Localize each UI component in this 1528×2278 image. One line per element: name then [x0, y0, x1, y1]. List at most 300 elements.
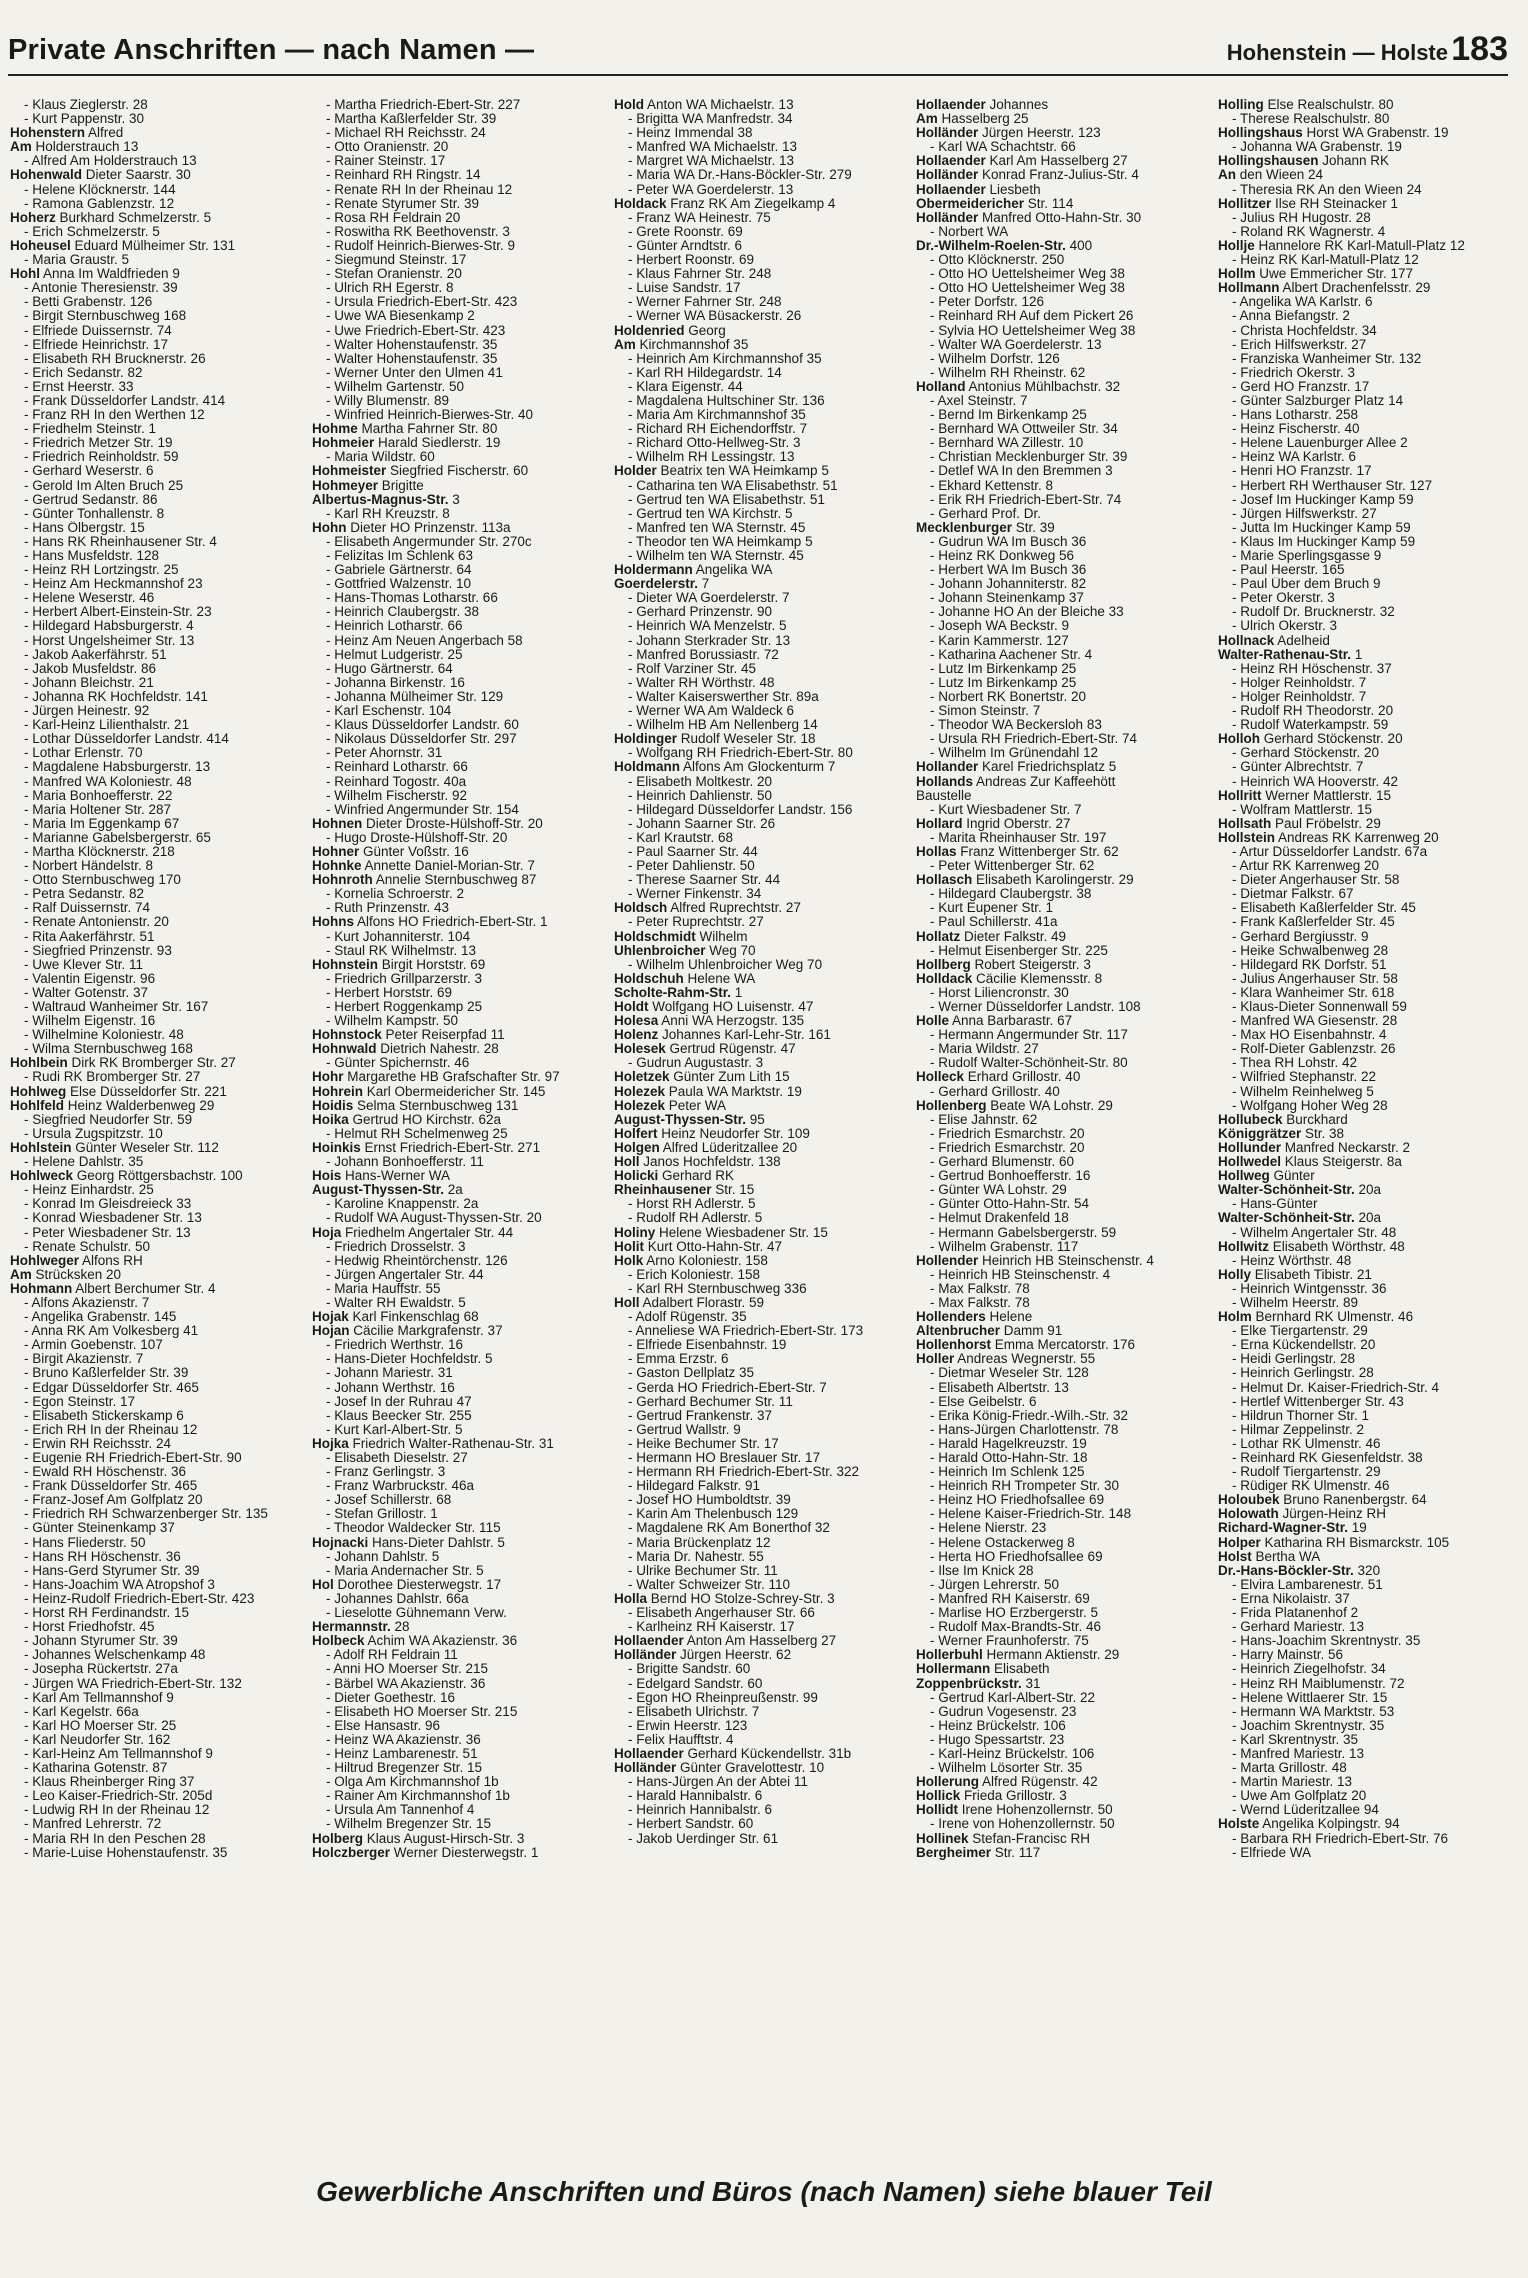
listing-entry: Hojnacki Hans-Dieter Dahlstr. 5: [312, 1535, 505, 1550]
listing-entry: - Heinrich Claubergstr. 38: [326, 605, 480, 620]
listing-entry: - Peter Okerstr. 3: [1232, 591, 1335, 606]
header-name-range: Hohenstein — Holste: [1226, 40, 1448, 65]
listing-entry: - Jakob Uerdinger Str. 61: [628, 1831, 779, 1846]
listing-entry: - Karl-Heinz Lilienthalstr. 21: [24, 718, 190, 733]
listing-entry: - Ursula Friedrich-Ebert-Str. 423: [326, 295, 518, 310]
listing-entry: - Martin Mariestr. 13: [1232, 1775, 1353, 1790]
listing-entry: Holling Else Realschulstr. 80: [1218, 98, 1394, 112]
listing-entry: Hollender Heinrich HB Steinschenstr. 4: [916, 1253, 1154, 1268]
listing-entry: - Rudolf WA August-Thyssen-Str. 20: [326, 1211, 542, 1226]
listing-entry: - Thea RH Lohstr. 42: [1232, 1056, 1358, 1071]
listing-entry: - Hermann Angermunder Str. 117: [930, 1028, 1128, 1043]
footer-note: Gewerbliche Anschriften und Büros (nach Namen) siehe blauer Teil: [316, 2176, 1212, 2207]
listing-entry: - Reinhard RH Auf dem Pickert 26: [930, 309, 1134, 324]
listing-entry: - Gerhard Mariestr. 13: [1232, 1620, 1365, 1635]
listing-entry: - Heinrich WA Hooverstr. 42: [1232, 774, 1399, 789]
listing-entry: Holle Anna Barbarastr. 67: [916, 1014, 1073, 1029]
listing-entry: - Friedhelm Steinstr. 1: [24, 422, 157, 437]
listing-entry: Hollaender Gerhard Kückendellstr. 31b: [614, 1746, 852, 1761]
listing-entry: - Gerold Im Alten Bruch 25: [24, 478, 184, 493]
listing-entry: - Harald Otto-Hahn-Str. 18: [930, 1451, 1088, 1465]
listing-entry: Hollingshausen Johann RK: [1218, 154, 1390, 169]
listing-entry: - Horst Liliencronstr. 30: [930, 985, 1069, 1000]
listing-entry: - Kornelia Schroerstr. 2: [326, 887, 465, 902]
listing-entry: - Elisabeth Moltkestr. 20: [628, 774, 773, 789]
listing-entry: - Günter Tonhallenstr. 8: [24, 506, 165, 521]
listing-entry: Hollingshaus Horst WA Grabenstr. 19: [1218, 126, 1449, 141]
listing-entry: - Hildrun Thorner Str. 1: [1232, 1408, 1370, 1423]
listing-entry: Holldack Cäcilie Klemensstr. 8: [916, 971, 1103, 986]
listing-entry: Hohns Alfons HO Friedrich-Ebert-Str. 1: [312, 915, 548, 930]
listing-entry: - Johanne HO An der Bleiche 33: [930, 605, 1124, 620]
listing-entry: - Walter RH Wörthstr. 48: [628, 675, 775, 690]
listing-entry: - Else Geibelstr. 6: [930, 1394, 1037, 1409]
listing-entry: Hollje Hannelore RK Karl-Matull-Platz 12: [1218, 238, 1465, 253]
listing-entry: Hollaender Karl Am Hasselberg 27: [916, 154, 1128, 169]
listing-column-1: [10, 98, 306, 2148]
listing-entry: - Marlise HO Erzbergerstr. 5: [930, 1606, 1099, 1621]
listing-entry: Hollunder Manfred Neckarstr. 2: [1218, 1140, 1411, 1155]
listing-entry: - Heinz Lambarenestr. 51: [326, 1746, 478, 1761]
listing-entry: - Karlheinz RH Kaiserstr. 17: [628, 1620, 795, 1635]
listing-entry: - Wernd Lüderitzallee 94: [1232, 1803, 1379, 1818]
listing-entry: - Heinz HO Friedhofsallee 69: [930, 1493, 1105, 1508]
listing-entry: - Elisabeth Ulrichstr. 7: [628, 1704, 760, 1719]
listing-entry: - Elisabeth Kaßlerfelder Str. 45: [1232, 901, 1416, 916]
listing-entry: - Johanna WA Grabenstr. 19: [1232, 140, 1402, 155]
listing-entry: - Kurt Eupener Str. 1: [930, 901, 1054, 916]
listing-entry: - Artur Düsseldorfer Landstr. 67a: [1232, 844, 1428, 859]
listing-entry: Holdschuh Helene WA: [614, 971, 756, 986]
listing-entry: - Heinrich Wintgensstr. 36: [1232, 1281, 1387, 1296]
listing-entry: - Maria RH In den Peschen 28: [24, 1831, 206, 1846]
listing-entry: - Helene Lauenburger Allee 2: [1232, 436, 1408, 451]
listing-entry: Königgrätzer Str. 38: [1218, 1126, 1345, 1141]
listing-entry: Hollard Ingrid Oberstr. 27: [916, 816, 1071, 831]
listing-entry: - Wilhelm Heerstr. 89: [1232, 1295, 1359, 1310]
listing-entry: - Heinz Am Neuen Angerbach 58: [326, 633, 523, 648]
listing-entry: Hollritt Werner Mattlerstr. 15: [1218, 788, 1392, 803]
listing-entry: - Wilhelm ten WA Sternstr. 45: [628, 549, 804, 563]
listing-entry: - Erwin Heerstr. 123: [628, 1718, 748, 1733]
listing-entry: - Helene Klöcknerstr. 144: [24, 182, 176, 197]
listing-entry: - Klaus Rheinberger Ring 37: [24, 1775, 195, 1790]
listing-entry: - Heinrich Ziegelhofstr. 34: [1232, 1662, 1386, 1677]
listing-entry: - Roland RK Wagnerstr. 4: [1232, 224, 1386, 239]
listing-entry: - Jutta Im Huckinger Kamp 59: [1232, 520, 1411, 535]
listing-entry: - Petra Sedanstr. 82: [24, 887, 145, 902]
listing-entry: - Wilhelm Bregenzer Str. 15: [326, 1817, 492, 1832]
listing-entry: - Karl Kegelstr. 66a: [24, 1704, 139, 1719]
listing-entry: Holländer Manfred Otto-Hahn-Str. 30: [916, 210, 1142, 225]
listing-entry: - Bruno Kaßlerfelder Str. 39: [24, 1366, 189, 1381]
listing-entry: - Gerda HO Friedrich-Ebert-Str. 7: [628, 1380, 827, 1395]
listing-entry: - Manfred WA Koloniestr. 48: [24, 774, 192, 789]
listing-entry: Am Strücksken 20: [10, 1267, 122, 1282]
listing-entry: - Otto Sternbuschweg 170: [24, 873, 181, 888]
listing-entry: - Gertrud ten WA Kirchstr. 5: [628, 506, 793, 521]
listing-entry: - Dietmar Falkstr. 67: [1232, 887, 1354, 902]
listing-entry: - Lothar Düsseldorfer Landstr. 414: [24, 732, 229, 747]
listing-entry: Holländer Günter Gravelottestr. 10: [614, 1761, 825, 1776]
listing-entry: - Werner Fraunhoferstr. 75: [930, 1634, 1089, 1649]
listing-entry: - Wilhelm Lösorter Str. 35: [930, 1761, 1083, 1776]
listing-entry: - Johanna Mülheimer Str. 129: [326, 689, 504, 704]
listing-entry: - Hans-Thomas Lotharstr. 66: [326, 591, 498, 606]
listing-entry: - Manfred Borussiastr. 72: [628, 647, 779, 662]
listing-entry: - Hermann HO Breslauer Str. 17: [628, 1451, 821, 1465]
listing-entry: Holfert Heinz Neudorfer Str. 109: [614, 1126, 810, 1141]
listing-entry: Dr.-Hans-Böckler-Str. 320: [1218, 1563, 1381, 1578]
listing-entry: - Magdalena Hultschiner Str. 136: [628, 393, 825, 408]
listing-entry: - Rudolf Tiergartenstr. 29: [1232, 1465, 1381, 1480]
listing-entry: - Manfred ten WA Sternstr. 45: [628, 520, 806, 535]
listing-entry: Hohmeister Siegfried Fischerstr. 60: [312, 464, 529, 479]
listing-entry: - Herbert Horststr. 69: [326, 985, 453, 1000]
listing-entry: - Therese Saarner Str. 44: [628, 873, 781, 888]
listing-entry: Hohner Günter Voßstr. 16: [312, 844, 469, 859]
listing-entry: Hollnack Adelheid: [1218, 633, 1330, 648]
listing-entry: Hollaender Liesbeth: [916, 182, 1041, 197]
listing-entry: - Hugo Spessartstr. 23: [930, 1732, 1065, 1747]
listing-entry: - Karl-Heinz Brückelstr. 106: [930, 1746, 1095, 1761]
listing-entry: - Horst RH Adlerstr. 5: [628, 1197, 756, 1212]
listing-entry: - Erna Nikolaistr. 37: [1232, 1591, 1350, 1606]
listing-entry: - Margret WA Michaelstr. 13: [628, 154, 795, 169]
listing-entry: - Johann Sterkrader Str. 13: [628, 633, 791, 648]
listing-entry: - Maria Holtener Str. 287: [24, 802, 172, 817]
listing-entry: Holiny Helene Wiesbadener Str. 15: [614, 1225, 828, 1240]
listing-entry: - Horst Friedhofstr. 45: [24, 1620, 155, 1635]
listing-entry: Holenz Johannes Karl-Lehr-Str. 161: [614, 1028, 831, 1043]
listing-entry: Hohnstock Peter Reiserpfad 11: [312, 1028, 505, 1043]
listing-entry: - Norbert RK Bonertstr. 20: [930, 689, 1087, 704]
listing-entry: - Christa Hochfeldstr. 34: [1232, 323, 1377, 338]
listing-entry: - Gertrud ten WA Elisabethstr. 51: [628, 492, 825, 507]
listing-entry: - Max Falkstr. 78: [930, 1281, 1030, 1296]
listing-entry: Holla Bernd HO Stolze-Schrey-Str. 3: [614, 1591, 835, 1606]
listing-entry: - Heinz WA Akazienstr. 36: [326, 1732, 481, 1747]
listing-entry: - Elisabeth HO Moerser Str. 215: [326, 1704, 518, 1719]
listing-entry: - Heinrich RH Trompeter Str. 30: [930, 1479, 1120, 1494]
listing-entry: - Ruth Prinzenstr. 43: [326, 901, 450, 916]
listing-entry: - Jürgen Lehrerstr. 50: [930, 1577, 1060, 1592]
listing-entry: - Alfred Am Holderstrauch 13: [24, 154, 197, 169]
listing-entry: - Armin Goebenstr. 107: [24, 1338, 163, 1353]
listing-entry: - Günter Arndtstr. 6: [628, 238, 743, 253]
listing-entry: - Paul Über dem Bruch 9: [1232, 577, 1381, 592]
listing-entry: - Betti Grabenstr. 126: [24, 295, 153, 310]
listing-entry: - Catharina ten WA Elisabethstr. 51: [628, 478, 838, 493]
listing-entry: - Wilhelm Gartenstr. 50: [326, 379, 465, 394]
listing-entry: Holdschmidt Wilhelm: [614, 929, 748, 944]
listing-entry: - Anni HO Moerser Str. 215: [326, 1662, 489, 1677]
listing-entry: - Stefan Oranienstr. 20: [326, 267, 462, 282]
listing-entry: - Klaus Düsseldorfer Landstr. 60: [326, 718, 519, 733]
listing-entry: Hohmann Albert Berchumer Str. 4: [10, 1281, 216, 1296]
listing-entry: Hollerbuhl Hermann Aktienstr. 29: [916, 1648, 1120, 1663]
listing-column-3: [614, 98, 910, 2148]
listing-entry: - Theresia RK An den Wieen 24: [1232, 182, 1422, 197]
listing-entry: - Wilhelm Grabenstr. 117: [930, 1239, 1079, 1254]
listing-entry: - Peter Ruprechtstr. 27: [628, 915, 764, 930]
listing-entry: - Peter Ahornstr. 31: [326, 746, 443, 761]
listing-entry: - Sylvia HO Uettelsheimer Weg 38: [930, 323, 1136, 338]
listing-entry: - Elfriede Eisenbahnstr. 19: [628, 1338, 787, 1353]
listing-entry: - Günter Salzburger Platz 14: [1232, 393, 1404, 408]
listing-entry: - Richard Otto-Hellweg-Str. 3: [628, 436, 801, 451]
listing-entry: - Harald Hannibalstr. 6: [628, 1789, 763, 1804]
listing-entry: - Gerhard Blumenstr. 60: [930, 1155, 1075, 1170]
listing-entry: - Heinz RK Karl-Matull-Platz 12: [1232, 253, 1419, 268]
listing-entry: - Klara Eigenstr. 44: [628, 379, 743, 394]
listing-entry: - Erich Hilfswerkstr. 27: [1232, 337, 1367, 352]
listing-entry: - Maria WA Dr.-Hans-Böckler-Str. 279: [628, 168, 852, 183]
listing-entry: Hoika Gertrud HO Kirchstr. 62a: [312, 1112, 502, 1127]
listing-entry: - Gerhard Weserstr. 6: [24, 464, 154, 479]
listing-entry: - Hans-Joachim Skrentnystr. 35: [1232, 1634, 1421, 1649]
listing-entry: - Angelika WA Karlstr. 6: [1232, 295, 1373, 310]
listing-entry: - Hans RH Höschenstr. 36: [24, 1549, 181, 1564]
listing-entry: - Werner Finkenstr. 34: [628, 887, 762, 902]
listing-entry: - Friedrich Metzer Str. 19: [24, 436, 173, 451]
listing-entry: - Peter Dahlienstr. 50: [628, 859, 755, 874]
listing-entry: Holk Arno Koloniestr. 158: [614, 1253, 768, 1268]
listing-entry: - Walter Gotenstr. 37: [24, 985, 149, 1000]
listing-entry: - Rolf Varziner Str. 45: [628, 661, 757, 676]
listing-entry: - Franziska Wanheimer Str. 132: [1232, 351, 1422, 366]
listing-entry: - Siegmund Steinstr. 17: [326, 253, 467, 268]
listing-entry: Holdinger Rudolf Weseler Str. 18: [614, 732, 816, 747]
listing-entry: - Karl Skrentnystr. 35: [1232, 1732, 1359, 1747]
listing-entry: Holler Andreas Wegnerstr. 55: [916, 1352, 1096, 1367]
listing-entry: - Luise Sandstr. 17: [628, 281, 741, 296]
listing-entry: - Heinz Einhardstr. 25: [24, 1183, 154, 1198]
listing-entry: - Klaus-Dieter Sonnenwall 59: [1232, 1000, 1407, 1014]
listing-entry: - Hildegard RK Dorfstr. 51: [1232, 957, 1387, 972]
listing-entry: - Heinz Fischerstr. 40: [1232, 422, 1360, 437]
listing-entry: - Dietmar Weseler Str. 128: [930, 1366, 1089, 1381]
listing-entry: Holst Bertha WA: [1218, 1549, 1321, 1564]
listing-entry: - Friedrich Okerstr. 3: [1232, 365, 1356, 380]
listing-entry: - Wilhelm Angertaler Str. 48: [1232, 1225, 1397, 1240]
listing-entry: - Erich Sedanstr. 82: [24, 365, 143, 380]
listing-entry: - Martha Friedrich-Ebert-Str. 227: [326, 98, 521, 112]
listing-entry: - Hildegard Düsseldorfer Landstr. 156: [628, 802, 853, 817]
listing-entry: - Wolfgang RH Friedrich-Ebert-Str. 80: [628, 746, 853, 761]
listing-entry: Hohmeyer Brigitte: [312, 478, 424, 493]
listing-entry: Hohlstein Günter Weseler Str. 112: [10, 1140, 219, 1155]
listing-entry: Hollmann Albert Drachenfelsstr. 29: [1218, 281, 1431, 296]
listing-entry: - Erich RH In der Rheinau 12: [24, 1422, 198, 1437]
listing-entry: Hohenstern Alfred: [10, 126, 124, 141]
listing-entry: Walter-Schönheit-Str. 20a: [1218, 1211, 1382, 1226]
listing-entry: - Hans Musfeldstr. 128: [24, 549, 160, 563]
listing-entry: - Richard RH Eichendorffstr. 7: [628, 422, 808, 437]
listing-entry: - Maria Wildstr. 27: [930, 1042, 1039, 1057]
listing-entry: - Werner WA Büsackerstr. 26: [628, 309, 802, 324]
listing-entry: - Lothar Erlenstr. 70: [24, 746, 143, 761]
listing-entry: - Helene Ostackerweg 8: [930, 1535, 1075, 1550]
listing-entry: - Henri HO Franzstr. 17: [1232, 464, 1372, 479]
listing-entry: Albertus-Magnus-Str. 3: [312, 492, 460, 507]
listing-entry: - Walter RH Ewaldstr. 5: [326, 1295, 466, 1310]
listing-entry: - Friedrich Esmarchstr. 20: [930, 1140, 1085, 1155]
listing-entry: - Werner Fahrner Str. 248: [628, 295, 782, 310]
listing-entry: - Hermann RH Friedrich-Ebert-Str. 322: [628, 1465, 860, 1480]
listing-entry: - Franz WA Heinestr. 75: [628, 210, 771, 225]
listing-entry: - Jakob Musfeldstr. 86: [24, 661, 157, 676]
listing-entry: - Rolf-Dieter Gablenzstr. 26: [1232, 1042, 1396, 1057]
listing-entry: - Josef Im Huckinger Kamp 59: [1232, 492, 1414, 507]
listing-entry: - Otto Klöcknerstr. 250: [930, 253, 1065, 268]
listing-entry: - Heinrich Hannibalstr. 6: [628, 1803, 773, 1818]
listing-entry: - Erich Koloniestr. 158: [628, 1267, 761, 1282]
listing-entry: Bergheimer Str. 117: [916, 1845, 1041, 1860]
listing-entry: - Elisabeth Angerhauser Str. 66: [628, 1606, 815, 1621]
listing-entry: Holetzek Günter Zum Lith 15: [614, 1070, 790, 1085]
listing-entry: - Klaus Zieglerstr. 28: [24, 98, 148, 112]
listing-entry: - Hans Lotharstr. 258: [1232, 408, 1359, 423]
listing-entry: - Antonie Theresienstr. 39: [24, 281, 178, 296]
listing-entry: - Karl HO Moerser Str. 25: [24, 1718, 177, 1733]
listing-entry: - Karl RH Kreuzstr. 8: [326, 506, 450, 521]
listing-entry: - Valentin Eigenstr. 96: [24, 971, 156, 986]
listing-entry: - Birgit Sternbuschweg 168: [24, 309, 187, 324]
listing-entry: - Gerhard Stöckenstr. 20: [1232, 746, 1380, 761]
listing-entry: - Elisabeth RH Brucknerstr. 26: [24, 351, 206, 366]
listing-entry: Hollaender Johannes: [916, 98, 1049, 112]
listing-entry: Uhlenbroicher Weg 70: [614, 943, 756, 958]
listing-entry: Hohr Margarethe HB Grafschafter Str. 97: [312, 1070, 560, 1085]
header-section-title: Private Anschriften — nach Namen —: [8, 34, 535, 66]
listing-entry: - Hertlef Wittenberger Str. 43: [1232, 1394, 1404, 1409]
listing-entry: - Anneliese WA Friedrich-Ebert-Str. 173: [628, 1324, 864, 1339]
listing-entry: - Frida Platanenhof 2: [1232, 1606, 1359, 1621]
listing-entry: - Maria Hauffstr. 55: [326, 1281, 441, 1296]
listing-entry: - Ekhard Kettenstr. 8: [930, 478, 1054, 493]
listing-entry: - Helmut Drakenfeld 18: [930, 1211, 1069, 1226]
listing-entry: - Wilhelm Im Grünendahl 12: [930, 746, 1099, 761]
listing-entry: - Kurt Pappenstr. 30: [24, 112, 145, 127]
listing-entry: - Rüdiger RK Ulmenstr. 46: [1232, 1479, 1390, 1494]
listing-entry: - Gertrud Wallstr. 9: [628, 1422, 741, 1437]
listing-entry: - Helene Dahlstr. 35: [24, 1155, 144, 1170]
listing-entry: - Karl-Heinz Am Tellmannshof 9: [24, 1746, 213, 1761]
listing-entry: - Else Hansastr. 96: [326, 1718, 441, 1733]
listing-entry: - Reinhard Togostr. 40a: [326, 774, 467, 789]
listing-entry: - Friedrich Werthstr. 16: [326, 1338, 464, 1353]
listing-entry: - Angelika Grabenstr. 145: [24, 1310, 177, 1325]
listing-entry: - Karl Krautstr. 68: [628, 830, 734, 845]
listing-entry: - Wilma Sternbuschweg 168: [24, 1042, 193, 1057]
listing-entry: - Karl Am Tellmannshof 9: [24, 1690, 174, 1705]
listing-entry: - Jakob Aakerfährstr. 51: [24, 647, 167, 662]
listing-entry: Hojak Karl Finkenschlag 68: [312, 1310, 479, 1325]
listing-entry: - Josepha Rückertstr. 27a: [24, 1662, 178, 1677]
listing-entry: - Joachim Skrentnystr. 35: [1232, 1718, 1385, 1733]
listing-entry: - Max Falkstr. 78: [930, 1295, 1030, 1310]
listing-entry: Hojka Friedrich Walter-Rathenau-Str. 31: [312, 1436, 554, 1451]
listing-entry: - Rudi RK Bromberger Str. 27: [24, 1070, 201, 1085]
listing-entry: - Johanna Birkenstr. 16: [326, 675, 465, 690]
listing-entry: - Friedrich Esmarchstr. 20: [930, 1126, 1085, 1141]
listing-entry: Holl Adalbert Florastr. 59: [614, 1295, 765, 1310]
listing-entry: Hollberg Robert Steigerstr. 3: [916, 957, 1091, 972]
listing-entry: - Klaus Fahrner Str. 248: [628, 267, 772, 282]
listing-entry: - Hans-Dieter Hochfeldstr. 5: [326, 1352, 493, 1367]
listing-entry: - Wolfram Mattlerstr. 15: [1232, 802, 1373, 817]
listing-entry: - Holger Reinholdstr. 7: [1232, 689, 1367, 704]
listing-entry: - Emma Erzstr. 6: [628, 1352, 729, 1367]
listing-entry: - Gabriele Gärtnerstr. 64: [326, 563, 472, 578]
listing-entry: Hohnke Annette Daniel-Morian-Str. 7: [312, 859, 535, 874]
listing-entry: - Otto HO Uettelsheimer Weg 38: [930, 281, 1125, 296]
listing-entry: Hollidt Irene Hohenzollernstr. 50: [916, 1803, 1113, 1818]
listing-entry: - Rainer Am Kirchmannshof 1b: [326, 1789, 510, 1804]
listing-entry: - Michael RH Reichsstr. 24: [326, 126, 486, 141]
listing-entry: - Ewald RH Höschenstr. 36: [24, 1465, 187, 1480]
listing-entry: - Heinz Immendal 38: [628, 126, 753, 141]
listing-entry: - Werner Unter den Ulmen 41: [326, 365, 503, 380]
listing-entry: Hollenders Helene: [916, 1310, 1033, 1325]
listing-entry: Hollenberg Beate WA Lohstr. 29: [916, 1098, 1113, 1113]
listing-entry: - Lieselotte Gühnemann Verw.: [326, 1606, 507, 1621]
listing-entry: - Rainer Steinstr. 17: [326, 154, 446, 169]
listing-entry: - Helene Weserstr. 46: [24, 591, 155, 606]
listing-entry: - Willy Blumenstr. 89: [326, 393, 450, 408]
listing-entry: Hoheusel Eduard Mülheimer Str. 131: [10, 238, 236, 253]
listing-entry: - Hiltrud Bregenzer Str. 15: [326, 1761, 483, 1776]
listing-entry: - Peter Dorfstr. 126: [930, 295, 1045, 310]
listing-entry: - Gertrud Bonhoefferstr. 16: [930, 1169, 1091, 1184]
listing-entry: Hollweg Günter: [1218, 1169, 1315, 1184]
listing-entry: Hollaender Anton Am Hasselberg 27: [614, 1634, 837, 1649]
listing-entry: - Maria Am Kirchmannshof 35: [628, 408, 806, 423]
listing-entry: - Karl WA Schachtstr. 66: [930, 140, 1076, 155]
listing-entry: - Hugo Gärtnerstr. 64: [326, 661, 453, 676]
listing-entry: - Ralf Duissernstr. 74: [24, 901, 151, 916]
listing-entry: - Wolfgang Hoher Weg 28: [1232, 1098, 1388, 1113]
listing-entry: Hohnen Dieter Droste-Hülshoff-Str. 20: [312, 816, 543, 831]
listing-entry: - Anna Biefangstr. 2: [1232, 309, 1350, 324]
listing-entry: Holl Janos Hochfeldstr. 138: [614, 1155, 781, 1170]
listing-entry: Hollands Andreas Zur Kaffeehött: [916, 774, 1116, 789]
listing-entry: - Max HO Eisenbahnstr. 4: [1232, 1028, 1387, 1043]
listing-entry: - Gottfried Walzenstr. 10: [326, 577, 472, 592]
listing-entry: - Rudolf Waterkampstr. 59: [1232, 718, 1389, 733]
listing-entry: Holicki Gerhard RK: [614, 1169, 735, 1184]
listing-entry: - Ulrich Okerstr. 3: [1232, 619, 1338, 634]
listing-entry: - Julius Angerhauser Str. 58: [1232, 971, 1398, 986]
listing-entry: Holdmann Alfons Am Glockenturm 7: [614, 760, 836, 775]
listing-entry: - Anna RK Am Volkesberg 41: [24, 1324, 199, 1339]
listing-entry: - Felizitas Im Schlenk 63: [326, 549, 474, 563]
listing-entry: - Maria Dr. Nahestr. 55: [628, 1549, 764, 1564]
listing-entry: - Werner Düsseldorfer Landstr. 108: [930, 1000, 1141, 1014]
listing-entry: - Hermann WA Marktstr. 53: [1232, 1704, 1395, 1719]
listing-entry: - Heike Bechumer Str. 17: [628, 1436, 779, 1451]
listing-entry: - Hans-Jürgen Charlottenstr. 78: [930, 1422, 1119, 1437]
listing-entry: - Winfried Heinrich-Bierwes-Str. 40: [326, 408, 534, 423]
listing-entry: - Jürgen Hilfswerkstr. 27: [1232, 506, 1377, 521]
listing-entry: - Maria Im Eggenkamp 67: [24, 816, 180, 831]
listing-entry: Hohnwald Dietrich Nahestr. 28: [312, 1042, 499, 1057]
listing-entry: - Heinz RH Lortzingstr. 25: [24, 563, 179, 578]
listing-entry: - Irene von Hohenzollernstr. 50: [930, 1817, 1115, 1832]
listing-entry: - Elisabeth Albertstr. 13: [930, 1380, 1069, 1395]
listing-entry: - Werner WA Am Waldeck 6: [628, 704, 795, 719]
